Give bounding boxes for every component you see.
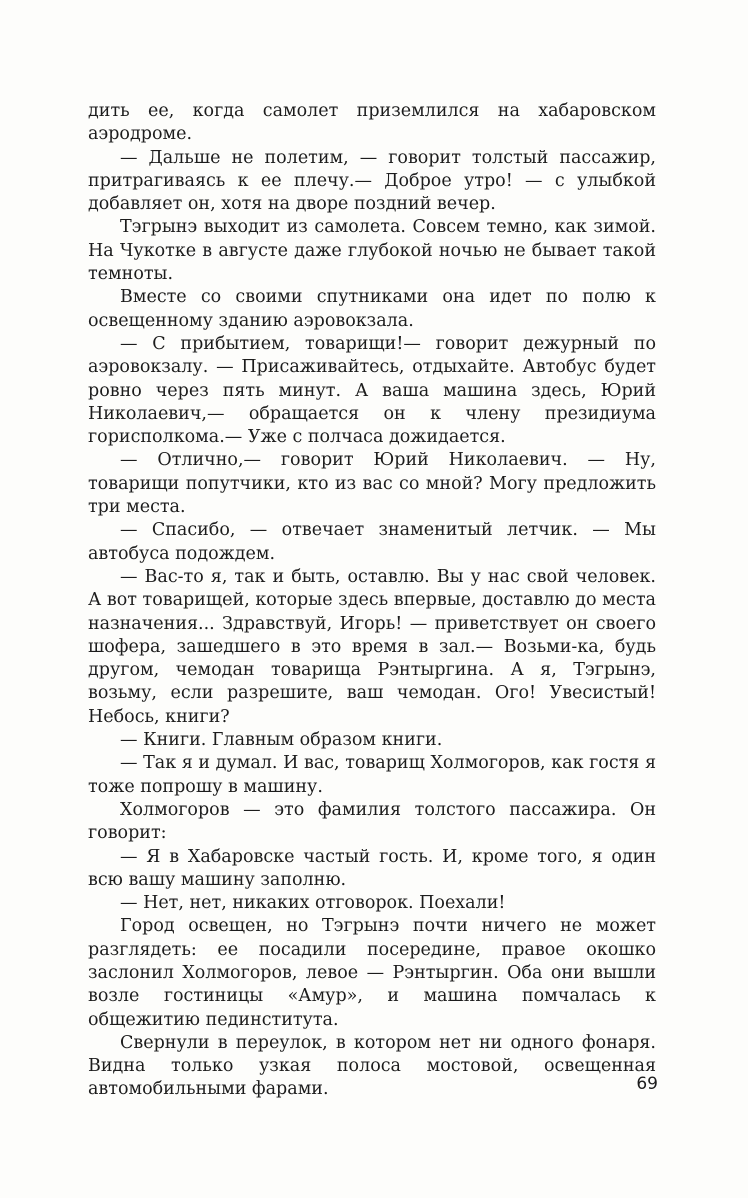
paragraph-7: — Спасибо, — отвечает знаменитый летчик. — Мы автобуса подождем. <box>88 520 656 564</box>
body-text <box>88 100 656 1102</box>
paragraph-11: Холмогоров — это фамилия толстого пассажира. Он говорит: <box>88 799 656 844</box>
paragraph-13: — Нет, нет, никаких отговорок. Поехали! <box>120 893 506 914</box>
paragraph-10: — Так я и думал. И вас, товарищ Холмогоров, как гостя я тоже попрошу в машину. <box>88 753 656 797</box>
paragraph-12: — Я в Хабаровске частый гость. И, кроме того, я один всю вашу машину заполню. <box>88 846 656 890</box>
page-number: 69 <box>636 1074 658 1094</box>
paragraph-4: Вместе со своими спутниками она идет по полю к освещенному зданию аэровокзала. <box>88 287 656 331</box>
paragraph-2: — Дальше не полетим, — говорит толстый пассажир, притрагиваясь к ее плечу.— Доброе утро! — с улыбкой добавляет он, хотя на дворе поздний вечер. <box>88 147 656 215</box>
paragraph-6: — Отлично,— говорит Юрий Николаевич. — Ну, товарищи попутчики, кто из вас со мной? Могу предложить три места. <box>88 450 656 518</box>
paragraph-14: Город освещен, но Тэгрынэ почти ничего не может разглядеть: ее посадили посередине, правое окошко заслонил Холмогоров, левое — Рэнтыргин. Оба они вышли возле гостиницы «Амур», и машина помчалась к общежитию пединститута. <box>88 916 656 1030</box>
paragraph-8: — Вас-то я, так и быть, оставлю. Вы у нас свой человек. А вот товарищей, которые здесь впервые, доставлю до места назначения... Здравствуй, Игорь! — приветствует он своего шофера, зашедшего в это время в зал.— Возьми-ка, будь другом, чемодан товарища Рэнтыргина. А я, Тэгрынэ, возьму, если разрешите, ваш чемодан. Ого! Увесистый! Небось, книги? <box>88 566 656 727</box>
paragraph-3: Тэгрынэ выходит из самолета. Совсем темно, как зимой. На Чукотке в августе даже глубокой ночью не бывает такой темноты. <box>88 217 656 285</box>
paragraph-15: Свернули в переулок, в котором нет ни одного фонаря. Видна только узкая полоса мостовой, освещенная автомобильными фарами. <box>88 1032 656 1100</box>
paragraph-1: дить ее, когда самолет приземлился на хабаровском аэродроме. <box>88 101 656 145</box>
paragraph-9: — Книги. Главным образом книги. <box>120 730 443 751</box>
paragraph-5: — С прибытием, товарищи!— говорит дежурный по аэровокзалу. — Присаживайтесь, отдыхайте. Автобус будет ровно через пять минут. А ваша машина здесь, Юрий Николаевич,— обращается он к члену президиума горисполкома.— Уже с полчаса дожидается. <box>88 333 656 448</box>
